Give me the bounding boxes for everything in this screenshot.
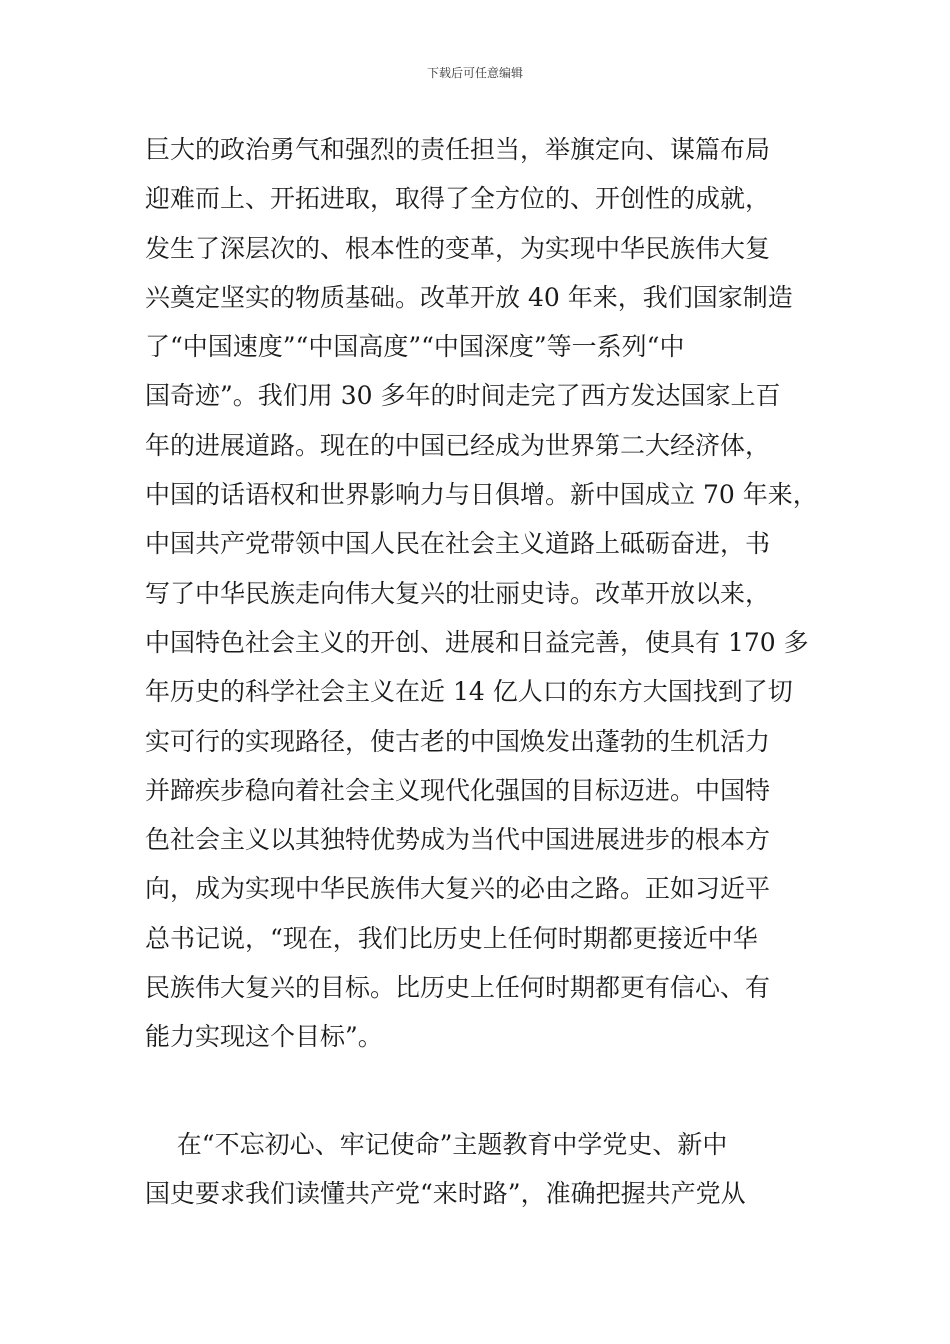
text-line: 色社会主义以其独特优势成为当代中国进展进步的根本方 — [145, 825, 771, 855]
text-line: 中国共产党带领中国人民在社会主义道路上砥砺奋进，书 — [145, 529, 771, 559]
text-line: 向，成为实现中华民族伟大复兴的必由之路。正如习近平 — [145, 874, 771, 904]
body-paragraph-1 — [145, 125, 845, 1062]
text-line: 写了中华民族走向伟大复兴的壮丽史诗。改革开放以来， — [145, 578, 771, 608]
body-paragraph-2 — [145, 1120, 845, 1219]
text-line: 总书记说，“现在，我们比历史上任何时期都更接近中华 — [145, 923, 758, 953]
page-header: 下载后可任意编辑 — [426, 66, 523, 80]
text-line: 民族伟大复兴的目标。比历史上任何时期都更有信心、有 — [145, 973, 771, 1003]
text-line: 国奇迹”。我们用 30 多年的时间走完了西方发达国家上百 — [145, 381, 781, 411]
text-line: 在“不忘初心、牢记使命”主题教育中学党史、新中 — [145, 1130, 728, 1159]
text-line: 兴奠定坚实的物质基础。改革开放 40 年来，我们国家制造 — [145, 282, 793, 312]
text-line: 了“中国速度”“中国高度”“中国深度”等一系列“中 — [145, 332, 685, 362]
text-line: 并蹄疾步稳向着社会主义现代化强国的目标迈进。中国特 — [145, 775, 771, 805]
text-line: 年历史的科学社会主义在近 14 亿人口的东方大国找到了切 — [145, 677, 793, 707]
text-line: 迎难而上、开拓进取，取得了全方位的、开创性的成就， — [145, 184, 771, 214]
text-line: 年的进展道路。现在的中国已经成为世界第二大经济体， — [145, 430, 771, 460]
text-line: 中国的话语权和世界影响力与日俱增。新中国成立 70 年来， — [145, 480, 818, 510]
text-line: 巨大的政治勇气和强烈的责任担当，举旗定向、谋篇布局 — [145, 135, 771, 164]
text-line: 发生了深层次的、根本性的变革，为实现中华民族伟大复 — [145, 233, 771, 263]
text-line: 能力实现这个目标”。 — [145, 1022, 383, 1052]
text-line: 实可行的实现路径，使古老的中国焕发出蓬勃的生机活力 — [145, 726, 771, 756]
text-line: 中国特色社会主义的开创、进展和日益完善，使具有 170 多 — [145, 627, 809, 657]
text-line: 国史要求我们读懂共产党“来时路”，准确把握共产党从 — [145, 1179, 746, 1209]
